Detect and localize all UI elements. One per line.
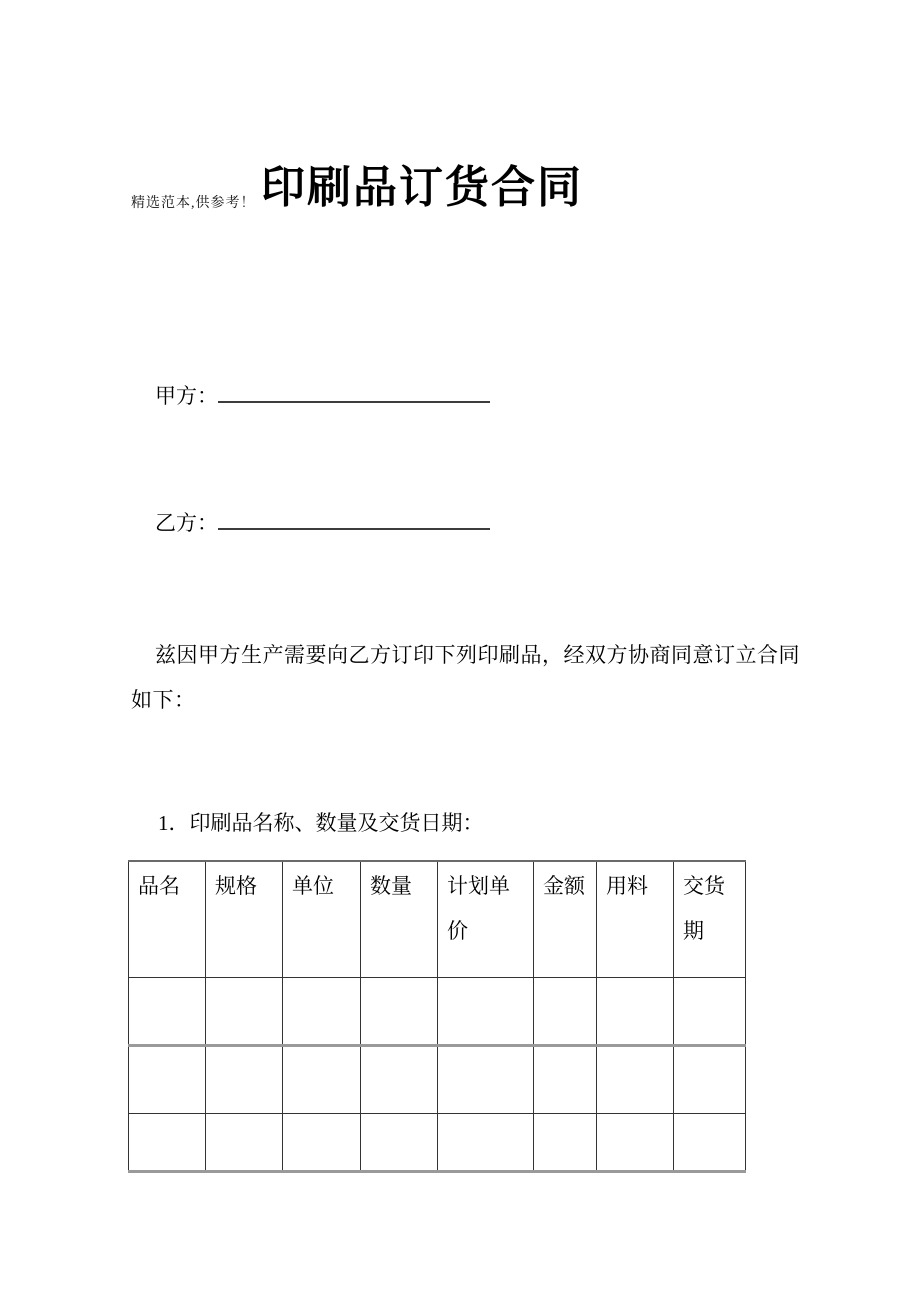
table-cell	[674, 978, 746, 1046]
column-header-product-name: 品名	[129, 861, 206, 978]
table-cell	[283, 978, 361, 1046]
table-cell	[206, 1046, 283, 1114]
table-cell	[438, 1114, 534, 1172]
column-header-planned-unit-price: 计划单价	[438, 861, 534, 978]
table-cell	[438, 978, 534, 1046]
table-cell	[534, 978, 597, 1046]
table-row	[129, 1114, 746, 1172]
table-cell	[361, 978, 438, 1046]
table-cell	[129, 1114, 206, 1172]
table-cell	[597, 1046, 674, 1114]
intro-paragraph-line-1: 兹因甲方生产需要向乙方订印下列印刷品，经双方协商同意订立合同	[155, 643, 800, 667]
section-1-heading: 1．印刷品名称、数量及交货日期：	[158, 811, 484, 835]
document-title: 印刷品订货合同	[261, 163, 583, 212]
table-cell	[534, 1114, 597, 1172]
column-header-quantity: 数量	[361, 861, 438, 978]
column-header-unit: 单位	[283, 861, 361, 978]
sample-note-text: 精选范本,供参考！	[131, 196, 256, 211]
party-a-label: 甲方：	[155, 384, 218, 408]
table-cell	[361, 1046, 438, 1114]
table-row	[129, 978, 746, 1046]
column-header-spec: 规格	[206, 861, 283, 978]
table-cell	[206, 1114, 283, 1172]
party-a-blank-line	[218, 401, 490, 403]
table-cell	[283, 1046, 361, 1114]
column-header-amount: 金额	[534, 861, 597, 978]
table-cell	[361, 1114, 438, 1172]
table-cell	[597, 1114, 674, 1172]
table-header-row	[129, 861, 746, 978]
table-cell	[438, 1046, 534, 1114]
table-cell	[674, 1114, 746, 1172]
order-items-table	[128, 860, 746, 1173]
table-cell	[597, 978, 674, 1046]
party-b-label: 乙方：	[155, 511, 218, 535]
table-cell	[674, 1046, 746, 1114]
intro-paragraph-line-2: 如下：	[131, 688, 196, 712]
column-header-delivery-date: 交货期	[674, 861, 746, 978]
table-cell	[206, 978, 283, 1046]
table-row	[129, 1046, 746, 1114]
table-cell	[534, 1046, 597, 1114]
table-cell	[129, 978, 206, 1046]
column-header-material: 用料	[597, 861, 674, 978]
party-b-blank-line	[218, 528, 490, 530]
table-cell	[283, 1114, 361, 1172]
table-cell	[129, 1046, 206, 1114]
